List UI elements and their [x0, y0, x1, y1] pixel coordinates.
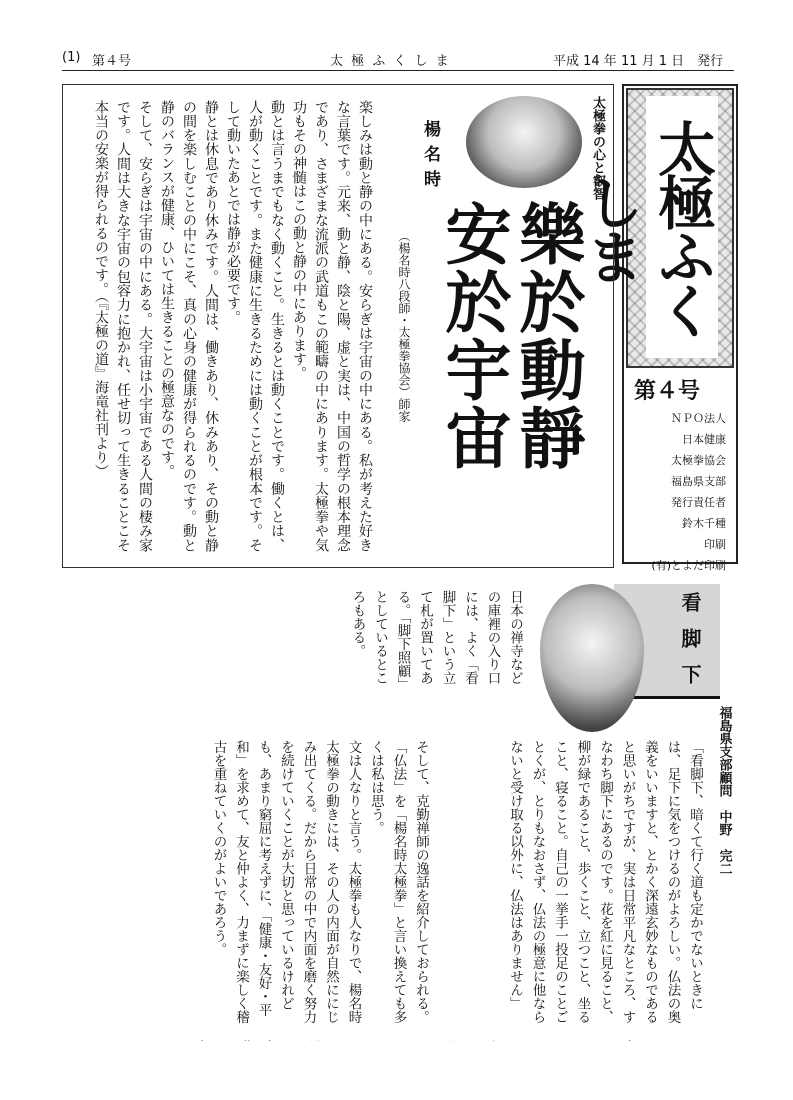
calligraphy-line-1: 樂於動靜	[508, 200, 586, 472]
column-paragraph: 日本の禅寺などの庫裡の入り口には、よく「看脚下」という立て札が置いてある。「脚下照顧」としているところもある。	[349, 590, 523, 692]
columnist-photo	[540, 584, 644, 732]
calligraphy-line-2: 安於宇宙	[434, 200, 512, 472]
masthead-issue: 第４号	[634, 379, 701, 404]
series-label: 太極拳の心と叡智	[590, 96, 605, 200]
header-date: 平成 14 年 11 月 1 日 発行	[553, 54, 724, 69]
colophon-line: 印刷	[704, 538, 726, 551]
colophon-line: 日本健康	[682, 433, 726, 446]
column-paragraph: そして、克勤禅師の逸話を紹介しておられる。「仏法」を「楊名時太極拳」と言い換えても多くは私は思う。	[368, 740, 429, 1024]
masthead-title: 太極ふくしま	[646, 96, 718, 358]
column-body-middle	[66, 740, 432, 1032]
colophon	[632, 408, 726, 576]
colophon-line: 福島県支部	[671, 475, 726, 488]
column-body-continued	[66, 1040, 706, 1041]
author-photo	[466, 96, 582, 188]
feature-body	[76, 100, 376, 552]
colophon-line: (有)とよだ印刷	[651, 559, 726, 572]
columnist-byline: 福島県支部顧問 中野 完二	[716, 706, 732, 875]
header-issue: 第４号	[92, 54, 132, 69]
colophon-line: 発行責任者	[671, 496, 726, 509]
column-label: 看脚下	[678, 592, 702, 700]
page-number: (1)	[62, 50, 81, 65]
feature-paragraph: 動とは言うまでもなく動くこと。生きるとは動くことです。働くとは、人が動くことです。また健康に生きるためには動くことが根本です。そして動いたあとでは静が必要です。	[225, 100, 285, 552]
author-name: 楊名時	[420, 120, 440, 195]
column-paragraph: 「看脚下、暗くて行く道も定かでないときには、足下に気をつけるのがよろしい。仏法の奥義をいいますと、とかく深遠玄妙なものであると思いがちですが、実は日常平凡なところ、すなわち脚下にあるのです。花を紅に見ること、柳が緑であること、歩くこと、立つこと、坐ること、寝ること。自己の一挙手一投足のことごとくが、とりもなおさず、仏法の極意に他ならないと受け取る以外に、仏法はありません」	[507, 740, 703, 1024]
feature-paragraph: そして、安らぎは宇宙の中にある。大宇宙は小宇宙である人間の棲み家です。人間は大きな宇宙の包容力に抱かれ、任せ切って生きることこそ本当の安楽が得られるのです。（『太極の道』海竜社刊より）	[93, 100, 153, 552]
colophon-line: 太極拳協会	[671, 454, 726, 467]
column-paragraph	[66, 1040, 706, 1041]
header-title: 太 極 ふ く し ま	[330, 54, 451, 69]
column-body-top-left	[66, 590, 526, 694]
feature-paragraph: 静とは休息であり休みです。人間は、働きあり、休みあり、その動と静の間を楽しむことの中にこそ、真の心身の健康が得られるのです。動と静のバランスが健康、ひいては生きることの極意なのです。	[159, 100, 219, 552]
feature-paragraph: 楽しみは動と静の中にある。安らぎは宇宙の中にある。私が考えた好きな言葉です。元来、動と静、陰と陽、虚と実は、中国の哲学の根本理念であり、さまざまな流派の武道もこの範疇の中にあります。太極拳や気功もその神髄はこの動と静の中にあります。	[291, 100, 373, 552]
author-title: （楊名時八段師・太極拳協会）師家	[397, 230, 411, 422]
header-rule	[62, 70, 734, 71]
colophon-line: 鈴木千種	[682, 517, 726, 530]
colophon-line: ＮＰＯ法人	[671, 412, 726, 425]
column-body-top-right	[436, 740, 706, 1032]
column-paragraph: 文は人なりと言う。太極拳も人なりで、楊名時太極拳の動きには、その人の内面が自然ににじみ出てくる。だから日常の中で内面を磨く努力を続けていくことが大切と思っているけれども、あまり窮屈に考えずに、「健康・友好・平和」を求めて、友と仲よく、力まずに楽しく稽古を重ねていくのがよいであろう。	[210, 740, 362, 1024]
